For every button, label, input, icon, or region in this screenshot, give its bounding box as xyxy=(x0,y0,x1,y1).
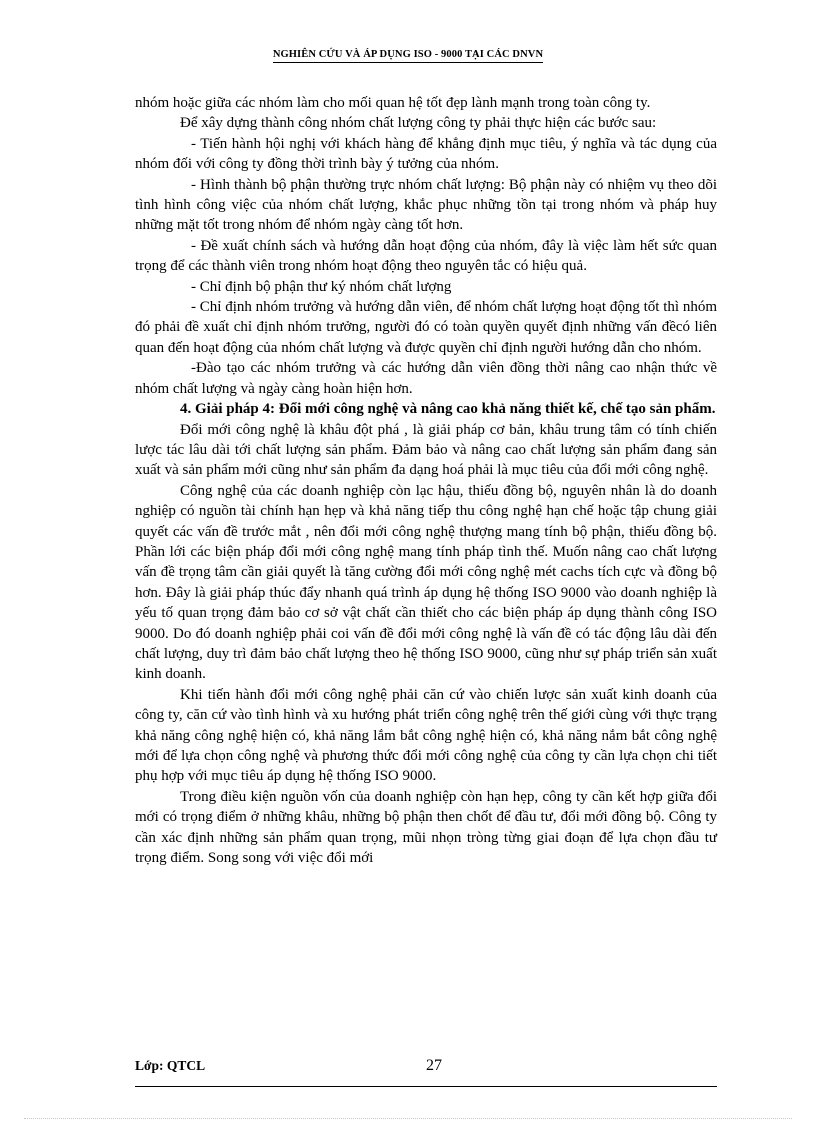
page-header xyxy=(0,49,816,60)
list-item: - Chỉ định bộ phận thư ký nhóm chất lượng xyxy=(191,278,452,295)
section-heading: 4. Giải pháp 4: Đổi mới công nghệ và nâng cao khả năng thiết kế, chế tạo sản phẩm. xyxy=(180,401,716,418)
paragraph: Khi tiến hành đổi mới công nghệ phải căn cứ vào chiến lược sản xuất kinh doanh của công ty, căn cứ vào tình hình và xu hướng phát triển công nghệ trên thế giới cùng với thực trạng khả năng công nghệ hiện có, khả năng lắm bắt công nghệ hiện có, khả năng nắm bắt công nghệ mới để lựa chọn công nghệ và phương thức đổi mới công nghệ của công ty cần lựa chọn chi tiết phụ hợp với mục tiêu áp dụng hệ thống ISO 9000. xyxy=(135,686,717,785)
paragraph: Đổi mới công nghệ là khâu đột phá , là giải pháp cơ bản, khâu trung tâm có tính chiến lược tác lâu dài tới chất lượng sản phẩm. Đảm bảo và nâng cao chất lượng sản phẩm đang sản xuất và sản phẩm mới cũng như sản phẩm đa dạng hoá phải là mục tiêu của đổi mới công nghệ. xyxy=(135,421,717,479)
page-number: 27 xyxy=(426,1057,442,1074)
list-item: - Tiến hành hội nghị với khách hàng để khẳng định mục tiêu, ý nghĩa và tác dụng của nhóm đối với công ty đồng thời trình bày ý tưởng của nhóm. xyxy=(135,135,717,173)
paragraph: Trong điều kiện nguồn vốn của doanh nghiệp còn hạn hẹp, công ty cần kết hợp giữa đổi mới có trọng điểm ở những khâu, những bộ phận then chốt để đầu tư, đổi mới đồng bộ. Công ty cần xác định những sản phẩm quan trọng, mũi nhọn tròng từng giai đoạn để lựa chọn đầu tư trọng điểm. Song song với việc đổi mới xyxy=(135,788,717,867)
footer-divider xyxy=(135,1086,717,1087)
paragraph: Để xây dựng thành công nhóm chất lượng công ty phải thực hiện các bước sau: xyxy=(180,115,657,132)
list-item: - Đề xuất chính sách và hướng dẫn hoạt động của nhóm, đây là việc làm hết sức quan trọng để các thành viên trong nhóm hoạt động theo nguyên tắc có hiệu quả. xyxy=(135,237,717,275)
header-title: NGHIÊN CỨU VÀ ÁP DỤNG ISO - 9000 TẠI CÁC DNVN xyxy=(273,49,543,63)
paragraph: Công nghệ của các doanh nghiệp còn lạc hậu, thiếu đồng bộ, nguyên nhân là do doanh nghiệp có nguồn tài chính hạn hẹp và khả năng tiếp thu công nghệ hạn chế hoặc tập chung giải quyết các vấn đề trước mắt , nên đổi mới công nghệ thượng mang tính bộ phận, thiếu đồng bộ. Phần lới các biện pháp đổi mới công nghệ mang tính pháp tình thế. Muốn nâng cao chất lượng vấn đề trọng tâm cần giải quyết là tăng cường đổi mới công nghệ mét cachs tích cực và đồng bộ hơn. Đây là giải pháp thúc đẩy nhanh quá trình áp dụng hệ thống ISO 9000 vào doanh nghiệp là yếu tố quan trọng đảm bảo cơ sở vật chất cần thiết cho các biện pháp áp dụng thành công ISO 9000. Do đó doanh nghiệp phải coi vấn đề đổi mới công nghệ là vấn đề có tác động lâu dài đến chất lượng, duy trì đảm bảo chất lượng theo hệ thống ISO 9000, cũng như sự pháp triển sản xuất kinh doanh. xyxy=(135,482,717,683)
page-bottom-border xyxy=(24,1118,792,1119)
list-item: - Hình thành bộ phận thường trực nhóm chất lượng: Bộ phận này có nhiệm vụ theo dõi tình hình công việc của nhóm chất lượng, khắc phục những tồn tại trong nhóm và pháp huy những mặt tốt trong nhóm để nhóm ngày càng tốt hơn. xyxy=(135,176,717,234)
paragraph: nhóm hoặc giữa các nhóm làm cho mối quan hệ tốt đẹp lành mạnh trong toàn công ty. xyxy=(135,95,651,111)
list-item: - Chỉ định nhóm trưởng và hướng dẫn viên, để nhóm chất lượng hoạt động tốt thì nhóm đó phải đề xuất chỉ định nhóm trưởng, người đó có toàn quyền quyết định những vấn đềcó liên quan đến hoạt động của nhóm chất lượng và được quyền chỉ định người hướng dẫn cho nhóm. xyxy=(135,299,717,356)
list-item: -Đào tạo các nhóm trưởng và các hướng dẫn viên đồng thời nâng cao nhận thức về nhóm chất lượng và ngày càng hoàn hiện hơn. xyxy=(135,360,717,397)
footer-class-label: Lớp: QTCL xyxy=(135,1058,206,1073)
document-body xyxy=(135,93,717,868)
